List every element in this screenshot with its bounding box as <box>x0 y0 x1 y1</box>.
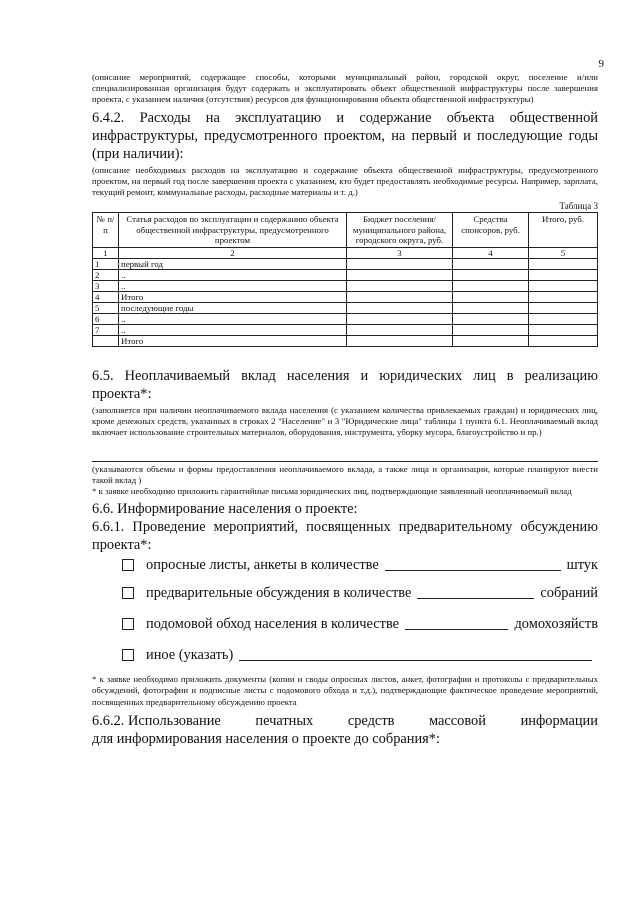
section-6-6-1-footnote: * к заявке необходимо приложить документы (копии и своды опросных листов, анкет, фотографии и протоколы с предварительных обсуждений, фотографии и подписные листы с подомового обхода и т.д.), подтверждающие фактическое проведение мероприятий, посвященных предварительному обсуждению проекта <box>92 674 598 707</box>
heading-word: печатных <box>255 712 314 729</box>
sponsors-cell[interactable] <box>453 303 529 314</box>
sponsors-cell[interactable] <box>453 281 529 292</box>
table-row <box>93 270 598 281</box>
count-input-line[interactable] <box>405 629 508 630</box>
sponsors-cell[interactable] <box>453 270 529 281</box>
budget-cell[interactable] <box>347 292 453 303</box>
option-label: предварительные обсуждения в количестве <box>146 585 412 602</box>
budget-cell[interactable] <box>347 270 453 281</box>
section-6-6-2-heading <box>92 712 598 730</box>
row-number: 6 <box>93 314 119 325</box>
total-cell[interactable] <box>529 303 598 314</box>
column-number: 4 <box>453 248 529 259</box>
row-item: .. <box>119 314 347 325</box>
sponsors-cell[interactable] <box>453 336 529 347</box>
budget-cell[interactable] <box>347 325 453 336</box>
total-cell[interactable] <box>529 292 598 303</box>
sponsors-cell[interactable] <box>453 259 529 270</box>
section-6-4-2-note: (описание необходимых расходов на эксплуатацию и содержание объекта общественной инфраструктуры, предусмотренного проектом, на первый год после завершения проекта с указанием, кто будет предоставлять необходимые ресурсы. Например, зарплата, текущий ремонт, коммунальные расходы, расходные материалы и т. д.) <box>92 164 598 198</box>
header-sponsors: Средства спонсоров, руб. <box>453 213 529 248</box>
column-number: 1 <box>93 248 119 259</box>
heading-word: массовой <box>429 712 486 729</box>
header-expense-item: Статья расходов по эксплуатации и содержанию объекта общественной инфраструктуры, предусмотренного проектом <box>119 213 347 248</box>
option-label: подомовой обход населения в количестве <box>146 616 400 633</box>
budget-cell[interactable] <box>347 314 453 325</box>
checkbox[interactable] <box>122 587 134 599</box>
total-cell[interactable] <box>529 281 598 292</box>
row-item: Итого <box>119 292 347 303</box>
section-6-5-heading: 6.5. Неоплачиваемый вклад населения и юридических лиц в реализацию проекта*: <box>92 368 598 402</box>
option-unit: штук <box>566 557 598 574</box>
row-number <box>93 336 119 347</box>
header-budget: Бюджет поселения/ муниципального района, городского округа, руб. <box>347 213 453 248</box>
page-number: 9 <box>598 58 604 70</box>
row-number: 2 <box>93 270 119 281</box>
section-6-5-footnote: * к заявке необходимо приложить гарантийные письма юридических лиц, подтверждающие заявленный неоплачиваемый вклад <box>92 486 572 497</box>
option-other <box>122 646 598 664</box>
table-row <box>93 292 598 303</box>
sponsors-cell[interactable] <box>453 314 529 325</box>
section-6-5-note: (заполняется при наличии неоплачиваемого вклада населения (с указанием количества привлекаемых граждан) и юридических лиц, кроме денежных средств, указанных в строках 2 "Население" и 3 "Юридические лица" таблицы 1 пункта 6.1. Неоплачиваемый вклад включает использование строительных материалов, оборудования, инструмента, уборку мусора, благоустройство и пр.) <box>92 405 598 438</box>
heading-word: 6.6.2. Использование <box>92 712 221 729</box>
table-header-row <box>93 213 598 248</box>
budget-cell[interactable] <box>347 303 453 314</box>
row-number: 3 <box>93 281 119 292</box>
total-cell[interactable] <box>529 336 598 347</box>
checkbox[interactable] <box>122 649 134 661</box>
sponsors-cell[interactable] <box>453 325 529 336</box>
row-item: .. <box>119 270 347 281</box>
row-item: .. <box>119 281 347 292</box>
other-input-line[interactable] <box>239 660 592 661</box>
budget-cell[interactable] <box>347 259 453 270</box>
sponsors-cell[interactable] <box>453 292 529 303</box>
option-questionnaires <box>122 556 598 574</box>
total-cell[interactable] <box>529 270 598 281</box>
option-unit: домохозяйств <box>514 616 598 633</box>
total-cell[interactable] <box>529 314 598 325</box>
row-item: первый год <box>119 259 347 270</box>
section-6-6-heading: 6.6. Информирование населения о проекте: <box>92 501 358 518</box>
page-content <box>92 72 598 748</box>
header-number: № п/п <box>93 213 119 248</box>
table-row <box>93 281 598 292</box>
budget-cell[interactable] <box>347 281 453 292</box>
section-6-5-line-note: (указываются объемы и формы предоставления неоплачиваемого вклада, а также лица и организации, которые планируют внести такой вклад ) <box>92 463 598 485</box>
section-6-6-2-line2: для информирования населения о проекте до собрания*: <box>92 730 440 747</box>
checkbox[interactable] <box>122 559 134 571</box>
option-preliminary-discussions <box>122 584 598 602</box>
row-number: 1 <box>93 259 119 270</box>
row-item: Итого <box>119 336 347 347</box>
heading-word: информации <box>520 712 598 729</box>
table-3 <box>92 212 598 347</box>
budget-cell[interactable] <box>347 336 453 347</box>
column-number-row <box>93 248 598 259</box>
row-item: .. <box>119 325 347 336</box>
checkbox[interactable] <box>122 618 134 630</box>
option-label: опросные листы, анкеты в количестве <box>146 557 379 574</box>
row-item: последующие годы <box>119 303 347 314</box>
total-cell[interactable] <box>529 325 598 336</box>
total-cell[interactable] <box>529 259 598 270</box>
option-label: иное (указать) <box>146 647 234 664</box>
column-number: 2 <box>119 248 347 259</box>
option-door-to-door <box>122 615 598 633</box>
contribution-input-line[interactable] <box>92 451 598 462</box>
row-number: 4 <box>93 292 119 303</box>
column-number: 3 <box>347 248 453 259</box>
option-unit: собраний <box>540 585 598 602</box>
section-6-4-2-heading: 6.4.2. Расходы на эксплуатацию и содержание объекта общественной инфраструктуры, предусмотренного проектом, на первый и последующие годы (при наличии): <box>92 109 598 162</box>
table-row <box>93 336 598 347</box>
table-row <box>93 325 598 336</box>
table-row <box>93 259 598 270</box>
section-6-6-1-heading: 6.6.1. Проведение мероприятий, посвященных предварительному обсуждению проекта*: <box>92 519 598 554</box>
header-total: Итого, руб. <box>529 213 598 248</box>
row-number: 5 <box>93 303 119 314</box>
count-input-line[interactable] <box>385 570 561 571</box>
table-row <box>93 314 598 325</box>
table-3-caption: Таблица 3 <box>559 201 598 212</box>
count-input-line[interactable] <box>417 598 534 599</box>
table-row <box>93 303 598 314</box>
heading-word: средств <box>347 712 395 729</box>
intro-note: (описание мероприятий, содержащее способы, которыми муниципальный район, городской округ, поселение и/или специализированная организация будут содержать и эксплуатировать объект общественной инфраструктуры после завершения проекта, с указанием наличия (отсутствия) ресурсов для функционирования объекта общественной инфраструктуры) <box>92 72 598 105</box>
row-number: 7 <box>93 325 119 336</box>
column-number: 5 <box>529 248 598 259</box>
